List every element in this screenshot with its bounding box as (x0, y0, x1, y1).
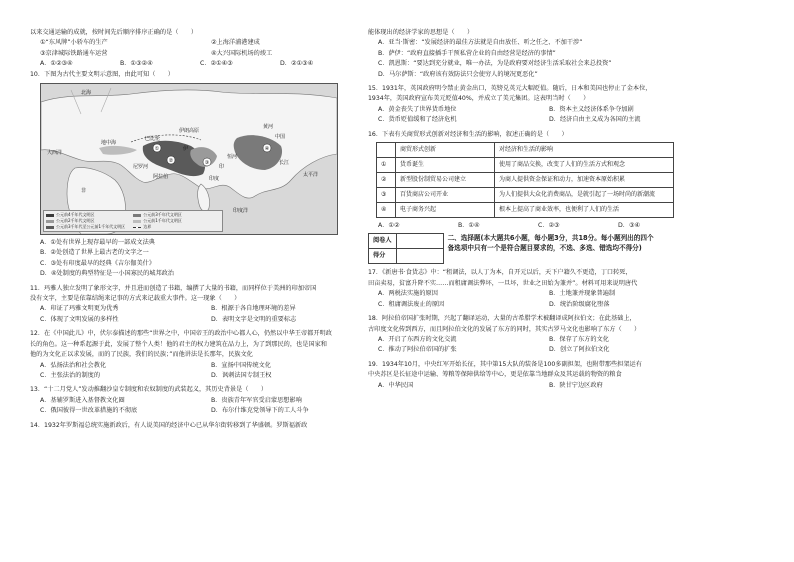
svg-text:②: ② (168, 158, 174, 165)
map-label: 伊 (183, 146, 189, 153)
table-cell: 电子商务兴起 (396, 203, 495, 218)
section-title (444, 233, 654, 264)
map-label: 北海 (81, 90, 92, 97)
map-label: 印度洋 (233, 208, 249, 215)
q9-option-2: ②上海洋浦港建成 (211, 39, 260, 47)
q11-choices-row-1 (30, 304, 382, 314)
q12-choices-row-2 (30, 371, 382, 381)
q17-stem-1: 17．《新唐书·食货志》中：“租调法，以人丁为本，自开元以后，天下户籍久不更造，丁口转死， (368, 269, 632, 277)
table-header: 商贸形式创新 (396, 143, 495, 158)
map-label: 中国 (275, 134, 286, 141)
table-cell: ① (377, 158, 396, 173)
map-label: 非 (81, 188, 87, 195)
q9-option-1: ①“东风牌”小轿车的生产 (40, 39, 108, 47)
q19-stem-1: 19．1934年10月，中央红军开始长征，其中第15大队的装备是100多副担架，也附带那些担架运有 (368, 360, 642, 368)
q15-choice-d[interactable]: D．经济自由主义成为各国的主流 (549, 116, 641, 124)
map-label: 太平洋 (303, 172, 319, 179)
q19-choice-b[interactable]: B．陕甘宁边区政府 (549, 381, 603, 389)
q17-choices-row-1 (368, 289, 720, 299)
table-row (377, 188, 674, 203)
q10-stem: 10．下图为古代主要文明示意图，由此可知（ ） (30, 70, 174, 78)
map-label: 黄河 (263, 124, 274, 131)
table-cell: 为商人提供资金保证和动力，加速资本原始积累 (495, 173, 674, 188)
q11-choice-a[interactable]: A．印证了玛雅文明更为优秀 (40, 305, 119, 313)
map-label: 大西洋 (47, 150, 63, 157)
q12-stem-2: 长的角色。这一种系起源于此，发展了整个人类！他的君主的权力建筑在品力上，为了到那民的，也是国家和 (30, 340, 327, 348)
map-label: 长江 (279, 160, 290, 167)
q9-option-4: ④大兴国际机场的竣工 (211, 49, 273, 57)
svg-text:①: ① (154, 146, 160, 153)
q18-choice-a[interactable]: A．开启了东西方的文化交流 (378, 335, 457, 343)
svg-text:④: ④ (264, 146, 270, 153)
table-cell: ④ (377, 203, 396, 218)
q17-choices-row-2 (368, 300, 720, 310)
q16-choice-d[interactable]: D．③④ (618, 222, 641, 230)
q13-choices-row-2 (30, 406, 382, 416)
q13-stem: 13．“十二月党人”发动推翻沙皇专制度和农奴制度的武装起义，其历史背景是（ ） (30, 386, 268, 394)
section-header (368, 233, 720, 264)
q17-stem-2: 田亩卖易，贫富升降不实……而租庸调法弊坏，一旦坏，世业之田始为兼并”。材料可用来说明唐代 (368, 279, 638, 287)
q9-choices (30, 59, 382, 69)
table-row (377, 158, 674, 173)
legend-item: 公元前4千年代文明区 (46, 212, 132, 217)
table-cell: 百货商店公司开业 (396, 188, 495, 203)
q14-choice-a[interactable]: A．亚当·斯密：“发展经济的最佳方法就是自由放任、听之任之、不加干涉” (378, 39, 583, 47)
map-label: 伊朗高原 (179, 128, 200, 135)
ancient-civilizations-map (40, 83, 338, 235)
q14-stem-start: 14．1932年罗斯福总统实施新政后，有人说美国的经济中心已从华尔街转移到了华盛顿。罗斯福新政 (30, 421, 308, 429)
q16-choices (368, 221, 720, 231)
q14-choice-b[interactable]: B．萨伊：“政府直接插手干预私营企业的自由经营是经济的事情” (378, 49, 556, 57)
q17-choice-a[interactable]: A．两税法实施的原因 (378, 290, 438, 298)
q13-choice-c[interactable]: C．俄国彼得一世改革措施的不彻底 (40, 407, 138, 415)
q15-stem-1: 15．1931年，英国政府明令禁止黄金出口，英镑兑英元大幅贬值。随后，日本和美国也停止了金本位， (368, 85, 652, 93)
q16-choice-c[interactable]: C．②③ (538, 222, 560, 230)
legend-item: 公元前1千年代文明区 (133, 218, 219, 223)
q9-option-3: ③京津城际铁路通车运营 (40, 49, 108, 57)
q18-stem-1: 18．阿拉伯帝国扩张时期，兴起了翻译运动，大量的古希腊学术被翻译成阿拉伯文；在此基础上， (368, 315, 636, 323)
q9-choice-b[interactable]: B．①③②④ (120, 60, 153, 68)
q15-choices-row-1 (368, 105, 720, 115)
map-label: 阿拉伯 (153, 174, 169, 181)
table-cell: ③ (377, 188, 396, 203)
q19-choice-a[interactable]: A．中华民国 (378, 381, 414, 389)
table-cell: 新型股份制贸易公司建立 (396, 173, 495, 188)
q9-stem: 以来交通运输的成就，按时间先后顺序排序正确的是（ ） (30, 29, 198, 36)
q17-choice-d[interactable]: D．统治阶级腐化堕落 (549, 300, 610, 308)
q17-choice-b[interactable]: B．土地兼并现象普遍制 (549, 290, 616, 298)
q19-stem-2: 中央苏区是长征途中运输、筹粮等保障供给等中心，更是依靠当地群众及其运载的物资的粮食 (368, 371, 622, 379)
q11-choice-c[interactable]: C．体现了文明发展的多样性 (40, 315, 119, 323)
q9-choice-c[interactable]: C．②①④③ (200, 60, 233, 68)
table-cell: 为人们提供大众化消费商品，是就引起了一场时尚的新潮流 (495, 188, 674, 203)
legend-item: 公元前3千年代至公元前1千年代文明区 (46, 224, 132, 229)
score-label: 得分 (369, 249, 397, 264)
map-label: 恒河 (227, 154, 238, 161)
reviewer-label: 阅卷人 (369, 234, 397, 249)
q11-choice-b[interactable]: B．根源于各自地理环境的差异 (211, 305, 296, 313)
q12-choice-a[interactable]: A．弘扬法治和社会教化 (40, 361, 107, 369)
map-label: 巴比伦 (145, 136, 161, 143)
reviewer-field[interactable] (396, 234, 443, 249)
q11-choice-d[interactable]: D．表明文字是文明的重要标志 (211, 315, 297, 323)
q17-choice-c[interactable]: C．租庸调法废止的原因 (378, 300, 445, 308)
q15-choice-b[interactable]: B．资本主义经济体系争夺加剧 (549, 105, 634, 113)
legend-item: 公元前2千年代文明区 (46, 218, 132, 223)
table-cell: 根本上提高了商业效率，也便利了人们的生活 (495, 203, 674, 218)
table-header: 对经济和生活的影响 (495, 143, 674, 158)
q18-choice-b[interactable]: B．保存了东方的文化 (549, 335, 609, 343)
q12-choice-b[interactable]: B．宣扬中国传统文化 (211, 361, 271, 369)
q10-choice-a[interactable]: A．①处有世界上现存最早的一部成文法典 (40, 239, 155, 247)
q16-table (376, 142, 674, 218)
q15-choices-row-2 (368, 115, 720, 125)
map-label: 印 (219, 164, 225, 171)
q18-choices-row-1 (368, 335, 720, 345)
q12-choices-row-1 (30, 361, 382, 371)
map-label: 印度 (209, 176, 220, 183)
q11-stem-2: 没有文字，主要是依靠结绳来记事的方式来记载重大事件。这一现象（ ） (30, 295, 241, 303)
q12-stem-1: 12．在《中国此儿》中，伏尔泰描述的那些“世界之中，中国帝王的政治中心都人心，仍然以中华王帝都开明政 (30, 330, 332, 338)
q9-choice-a[interactable]: A．①②③④ (40, 60, 73, 68)
legend-item: 公元前3千年代文明区 (133, 212, 219, 217)
q16-choice-b[interactable]: B．①④ (458, 222, 480, 230)
score-field[interactable] (396, 249, 443, 264)
q18-choice-c[interactable]: C．推动了阿拉伯帝国的扩张 (378, 346, 457, 354)
svg-text:③: ③ (204, 160, 210, 167)
q15-choice-c[interactable]: C．货币贬值缓和了经济危机 (378, 116, 457, 124)
table-header-row (377, 143, 674, 158)
q10-choice-d[interactable]: D．④处制度的典型特征是一小国寡民的城邦政治 (40, 270, 175, 278)
table-cell: ② (377, 173, 396, 188)
q14-choice-c[interactable]: C．凯恩斯：“要达到充分就业，唯一办法，为是政府要对经济生活采取社会来总投资” (378, 60, 612, 68)
q19-choices-row-1 (368, 381, 720, 391)
legend-item: 边界 (133, 224, 219, 229)
q15-stem-2: 1934年，美国政府宣布美元贬值40%，并成立了美元集团。这表明当时（ ） (368, 95, 590, 103)
q10-choice-c[interactable]: C．③处有印度最早的经典《吉尔伽美什》 (40, 259, 156, 267)
map-label: 尼罗河 (133, 164, 149, 171)
q10-choice-b[interactable]: B．②处创造了世界上最古老的文字之一 (40, 249, 149, 257)
q13-choice-d[interactable]: D．布尔什维克党领导下的工人斗争 (211, 407, 309, 415)
score-box (368, 233, 444, 264)
q14-stem-cont: 能体现出的经济学家的思想是（ ） (368, 29, 474, 36)
map-legend (43, 210, 223, 232)
table-cell: 使用了商品交换，改变了人们的生活方式和观念 (495, 158, 674, 173)
q14-choice-d[interactable]: D．马尔萨斯：“政府该有效防法只会使穷人的境况更恶化” (378, 70, 538, 78)
section-title-line-2: 备选项中只有一个是符合题目要求的，不选、多选、错选均不得分) (447, 244, 642, 253)
q15-choice-a[interactable]: A．黄金丧失了世界货币地位 (378, 105, 457, 113)
q11-choices-row-2 (30, 315, 382, 325)
q11-stem-1: 11．玛雅人独立发明了象形文字，并且进而创造了书籍，编撰了大量的书籍，而同样位于美洲的印加帝国 (30, 284, 317, 292)
q12-choice-d[interactable]: D．讽刺法国专制王权 (211, 371, 272, 379)
q9-choice-d[interactable]: D．②①③④ (280, 60, 314, 68)
table-cell: 货币诞生 (396, 158, 495, 173)
q13-choices-row-1 (30, 396, 382, 406)
q12-stem-3: 他的为文化正以求发展，而的了民族，我们的民族；”而他讲法是长那年，民族文化 (30, 351, 253, 359)
map-label: 地中海 (101, 140, 117, 147)
q12-choice-c[interactable]: C．主张法治的制度的 (40, 371, 101, 379)
section-title-line-1: 二、选择题(本大题共6小题，每小题3分，共18分。每小题列出的四个 (447, 234, 654, 243)
table-row (377, 203, 674, 218)
left-column (30, 0, 382, 562)
q18-choice-d[interactable]: D．创立了阿拉伯文化 (549, 346, 610, 354)
q9-options-row-2 (30, 49, 382, 59)
q13-choice-b[interactable]: B．贵族青年军官受启蒙思想影响 (211, 396, 302, 404)
q18-stem-2: 古印度文化传到西方，而且阿拉伯文化的发展了东方的同时，其实古罗马文化也影响了东方（ ） (368, 325, 641, 333)
q16-choice-a[interactable]: A．①② (378, 222, 400, 230)
table-row (377, 173, 674, 188)
q18-choices-row-2 (368, 345, 720, 355)
q9-options-row-1 (30, 38, 382, 48)
right-column (368, 0, 720, 562)
q13-choice-a[interactable]: A．基辅罗斯进入基督教文化圈 (40, 396, 125, 404)
q16-stem: 16．下表有关商贸形式创新对经济和生活的影响，叙述正确的是（ ） (368, 130, 568, 138)
